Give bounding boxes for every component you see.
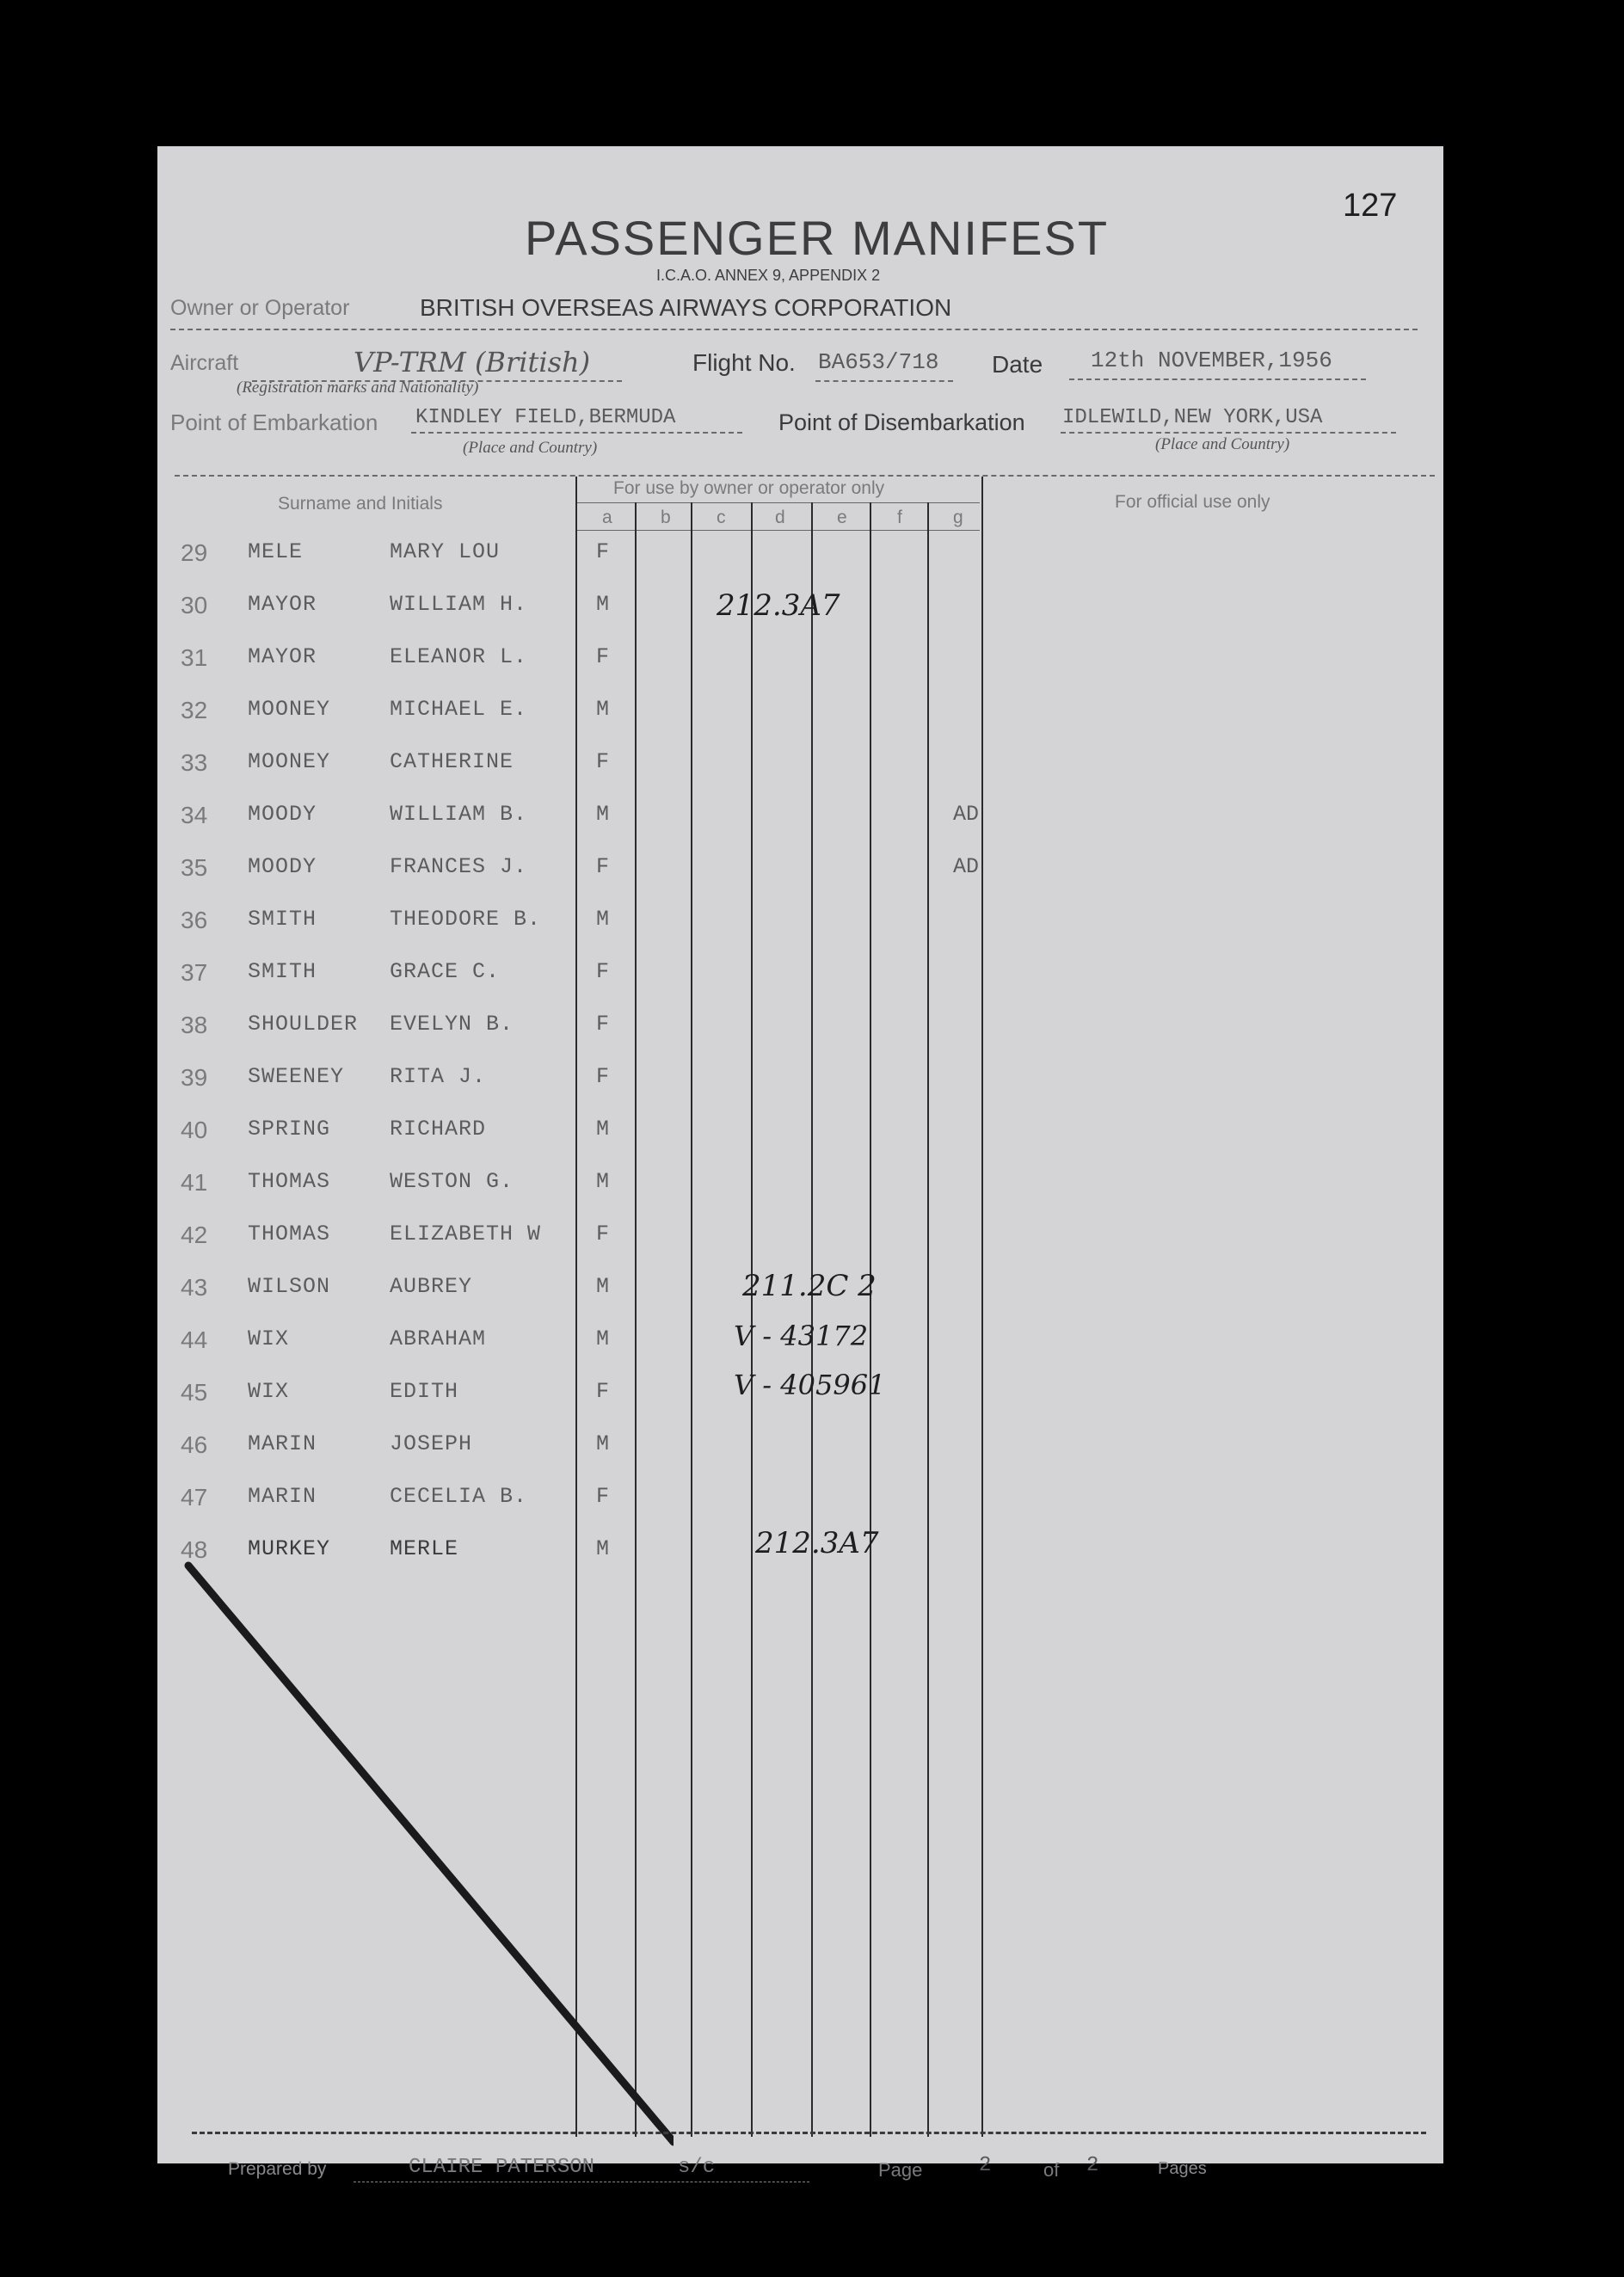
of-value: 2: [1086, 2154, 1099, 2177]
disembarkation-label: Point of Disembarkation: [778, 409, 1025, 435]
given-name: MERLE: [390, 1536, 459, 1561]
row-number: 44: [181, 1326, 208, 1353]
prepared-by-value: CLAIRE PATERSON: [409, 2156, 595, 2179]
page-number: 127: [1343, 188, 1398, 224]
col-header-c: c: [717, 508, 726, 527]
given-name: WILLIAM H.: [390, 592, 528, 617]
surname: MOODY: [248, 802, 317, 827]
cancellation-stroke: [157, 1557, 674, 2159]
sex: F: [596, 854, 610, 879]
row-number: 30: [181, 592, 208, 618]
sex: M: [596, 1431, 610, 1456]
embarkation-label: Point of Embarkation: [170, 409, 378, 435]
sex: F: [596, 644, 610, 669]
row-number: 45: [181, 1379, 208, 1406]
surname: WIX: [248, 1326, 290, 1351]
given-name: CATHERINE: [390, 749, 514, 774]
disembarkation-caption: (Place and Country): [1155, 435, 1290, 453]
page-label: Page: [878, 2159, 923, 2181]
given-name: WESTON G.: [390, 1169, 514, 1194]
given-name: JOSEPH: [390, 1431, 473, 1456]
passenger-rows: [157, 539, 1155, 1726]
embarkation-value: KINDLEY FIELD,BERMUDA: [415, 406, 676, 429]
table-top-rule: [175, 475, 1435, 477]
surname: SHOULDER: [248, 1012, 359, 1037]
row-number: 34: [181, 802, 208, 828]
row-number: 38: [181, 1012, 208, 1038]
row-number: 31: [181, 644, 208, 671]
table-row: [157, 1012, 1155, 1055]
table-bottom-rule: [192, 2132, 1426, 2134]
disembarkation-value: IDLEWILD,NEW YORK,USA: [1062, 406, 1323, 429]
sex: M: [596, 592, 610, 617]
table-row: [157, 959, 1155, 1002]
row-number: 42: [181, 1222, 208, 1248]
owner-label: Owner or Operator: [170, 296, 350, 320]
surname: MARIN: [248, 1431, 317, 1456]
official-header: For official use only: [1115, 492, 1270, 512]
given-name: AUBREY: [390, 1274, 473, 1299]
sex: M: [596, 802, 610, 827]
given-name: MARY LOU: [390, 539, 501, 564]
page-subtitle: I.C.A.O. ANNEX 9, APPENDIX 2: [656, 267, 881, 284]
sex: M: [596, 1117, 610, 1142]
handwritten-note: 211.2C 2: [742, 1269, 877, 1303]
sex: F: [596, 1064, 610, 1089]
date-value: 12th NOVEMBER,1956: [1091, 348, 1332, 373]
surname: SPRING: [248, 1117, 331, 1142]
date-underline: [1069, 378, 1366, 380]
col-header-b: b: [661, 508, 671, 527]
sex: M: [596, 907, 610, 932]
row-number: 47: [181, 1484, 208, 1511]
manifest-sheet: [157, 146, 1443, 2181]
embarkation-caption: (Place and Country): [463, 439, 598, 457]
table-row: [157, 1117, 1155, 1160]
flight-value: BA653/718: [818, 349, 939, 375]
sex: M: [596, 1274, 610, 1299]
handwritten-note: V - 43172: [734, 1320, 869, 1352]
pages-label: Pages: [1158, 2159, 1207, 2178]
col-header-g: g: [953, 508, 963, 527]
disembarkation-underline: [1061, 432, 1396, 434]
surname-header: Surname and Initials: [278, 494, 443, 514]
surname: MOODY: [248, 854, 317, 879]
page-title: PASSENGER MANIFEST: [525, 211, 1110, 265]
col-header-a: a: [602, 508, 612, 527]
sex: F: [596, 1484, 610, 1509]
given-name: GRACE C.: [390, 959, 501, 984]
table-row: [157, 802, 1155, 845]
table-row: [157, 854, 1155, 897]
col-header-f: f: [897, 508, 902, 527]
prepared-by-suffix: s/c: [678, 2156, 716, 2179]
given-name: WILLIAM B.: [390, 802, 528, 827]
surname: MOONEY: [248, 697, 331, 722]
given-name: EVELYN B.: [390, 1012, 514, 1037]
owner-value: BRITISH OVERSEAS AIRWAYS CORPORATION: [420, 294, 952, 321]
table-row: [157, 697, 1155, 740]
sex: F: [596, 749, 610, 774]
table-row: [157, 907, 1155, 950]
embarkation-underline: [411, 432, 742, 434]
column-g-mark: AD: [953, 802, 980, 827]
given-name: THEODORE B.: [390, 907, 542, 932]
sex: F: [596, 1379, 610, 1404]
page-value: 2: [979, 2154, 992, 2177]
surname: MELE: [248, 539, 304, 564]
table-row: [157, 749, 1155, 792]
surname: MOONEY: [248, 749, 331, 774]
row-number: 43: [181, 1274, 208, 1301]
table-row: [157, 539, 1155, 582]
table-row: [157, 1320, 1155, 1369]
row-number: 46: [181, 1431, 208, 1458]
surname: SMITH: [248, 907, 317, 932]
table-row: [157, 1431, 1155, 1474]
row-number: 36: [181, 907, 208, 933]
handwritten-note: 212.3A7: [717, 588, 840, 623]
table-row: [157, 1169, 1155, 1212]
row-number: 32: [181, 697, 208, 723]
col-header-d: d: [775, 508, 785, 527]
table-row: [157, 1064, 1155, 1107]
row-number: 40: [181, 1117, 208, 1143]
sex: M: [596, 1169, 610, 1194]
surname: THOMAS: [248, 1222, 331, 1246]
column-g-mark: AD: [953, 854, 980, 879]
row-number: 35: [181, 854, 208, 881]
row-number: 33: [181, 749, 208, 776]
table-row: [157, 588, 1155, 635]
surname: MARIN: [248, 1484, 317, 1509]
row-number: 41: [181, 1169, 208, 1196]
given-name: ABRAHAM: [390, 1326, 487, 1351]
col-header-e: e: [837, 508, 847, 527]
flight-underline: [815, 380, 953, 382]
table-row: [157, 1269, 1155, 1317]
sex: F: [596, 1012, 610, 1037]
date-label: Date: [992, 351, 1043, 378]
operator-header: For use by owner or operator only: [613, 478, 885, 498]
sex: F: [596, 959, 610, 984]
surname: SMITH: [248, 959, 317, 984]
row-number: 39: [181, 1064, 208, 1091]
surname: MURKEY: [248, 1536, 331, 1561]
table-row: [157, 1222, 1155, 1265]
aircraft-label: Aircraft: [170, 351, 239, 375]
surname: SWEENEY: [248, 1064, 345, 1089]
aircraft-value: VP-TRM (British): [354, 346, 591, 378]
surname: WIX: [248, 1379, 290, 1404]
row-number: 29: [181, 539, 208, 566]
aircraft-caption: (Registration marks and Nationality): [237, 378, 479, 397]
prepared-by-label: Prepared by: [228, 2159, 327, 2179]
sex: M: [596, 1326, 610, 1351]
given-name: EDITH: [390, 1379, 459, 1404]
surname: THOMAS: [248, 1169, 331, 1194]
flight-label: Flight No.: [692, 349, 796, 376]
handwritten-note: V - 405961: [734, 1369, 886, 1401]
given-name: ELIZABETH W: [390, 1222, 542, 1246]
owner-divider: [170, 329, 1418, 330]
given-name: FRANCES J.: [390, 854, 528, 879]
sex: F: [596, 1222, 610, 1246]
given-name: RICHARD: [390, 1117, 487, 1142]
surname: MAYOR: [248, 644, 317, 669]
surname: MAYOR: [248, 592, 317, 617]
of-label: of: [1043, 2159, 1060, 2181]
surname: WILSON: [248, 1274, 331, 1299]
row-number: 37: [181, 959, 208, 986]
given-name: MICHAEL E.: [390, 697, 528, 722]
table-row: [157, 644, 1155, 687]
sex: F: [596, 539, 610, 564]
table-row: [157, 1484, 1155, 1527]
sex: M: [596, 697, 610, 722]
sex: M: [596, 1536, 610, 1561]
row-number: 48: [181, 1536, 208, 1563]
given-name: ELEANOR L.: [390, 644, 528, 669]
handwritten-note: 212.3A7: [755, 1526, 879, 1560]
given-name: RITA J.: [390, 1064, 487, 1089]
table-row: [157, 1369, 1155, 1422]
given-name: CECELIA B.: [390, 1484, 528, 1509]
